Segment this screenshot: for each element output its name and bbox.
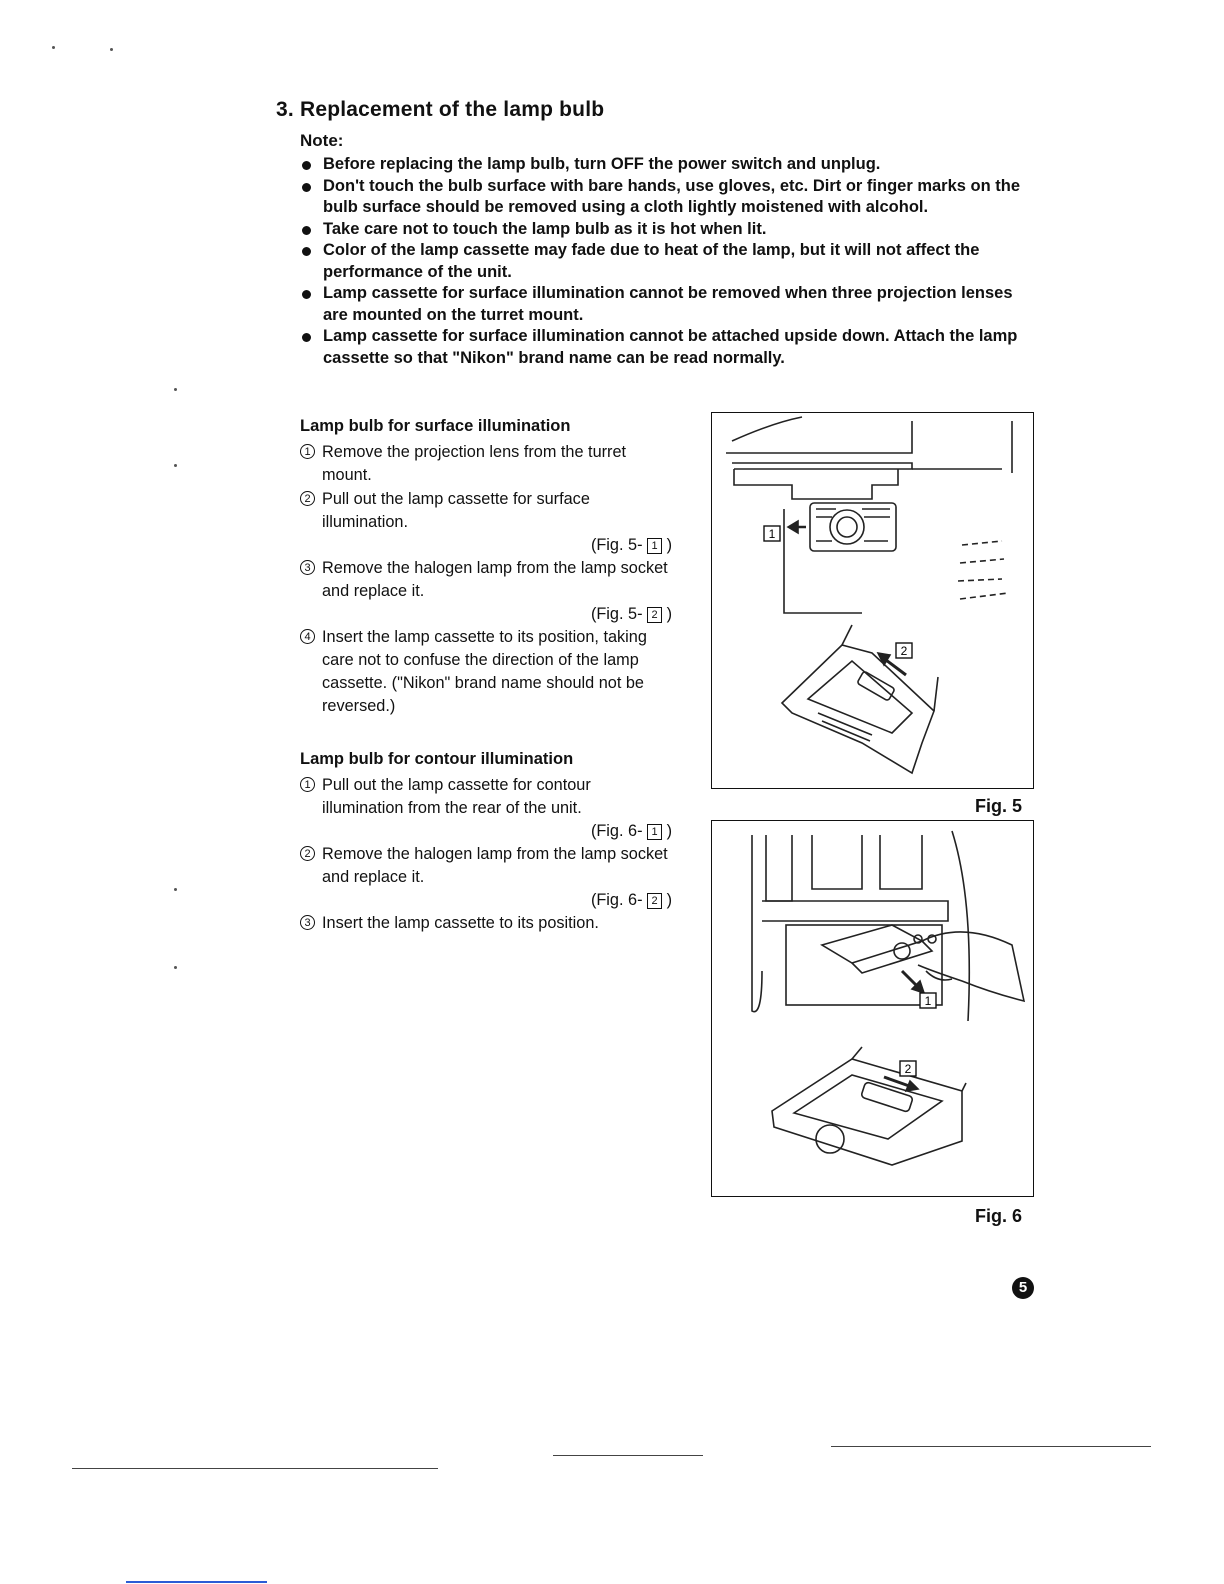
fig6-callout-2: 2 xyxy=(904,1062,912,1076)
scan-speck xyxy=(174,464,177,467)
step-text: Remove the projection lens from the turret mount. xyxy=(322,443,627,484)
step-item xyxy=(300,557,672,626)
note-item: Don't touch the bulb surface with bare hands, use gloves, etc. Dirt or finger marks on the bulb surface should be removed using a cloth lightly moistened with alcohol. xyxy=(300,176,1040,219)
surface-heading: Lamp bulb for surface illumination xyxy=(300,417,571,435)
callout-box: 2 xyxy=(647,893,662,909)
scan-speck xyxy=(110,48,113,51)
figure-reference: (Fig. 6- 2 ) xyxy=(590,891,672,909)
scan-line xyxy=(72,1468,438,1469)
figure-reference: (Fig. 6- 1 ) xyxy=(590,822,672,840)
section-title: 3. Replacement of the lamp bulb xyxy=(276,98,605,121)
figure-5-caption: Fig. 5 xyxy=(975,796,1023,816)
step-number: 2 xyxy=(300,846,315,861)
page-number: 5 xyxy=(1012,1277,1034,1299)
scan-speck xyxy=(52,46,55,49)
step-item xyxy=(300,626,672,718)
callout-box: 2 xyxy=(647,607,662,623)
step-number: 2 xyxy=(300,491,315,506)
note-item: Before replacing the lamp bulb, turn OFF the power switch and unplug. xyxy=(300,154,1040,176)
contour-heading: Lamp bulb for contour illumination xyxy=(300,750,574,768)
figure-reference: (Fig. 5- 1 ) xyxy=(590,536,672,554)
fig5-callout-2: 2 xyxy=(900,644,908,658)
note-item: Take care not to touch the lamp bulb as it is hot when lit. xyxy=(300,219,1040,241)
step-text: Pull out the lamp cassette for surface illumination. xyxy=(322,490,590,531)
figure-6 xyxy=(711,820,1034,1197)
note-item: Color of the lamp cassette may fade due to heat of the lamp, but it will not affect the performance of the unit. xyxy=(300,240,1040,283)
figure-6-caption: Fig. 6 xyxy=(975,1206,1023,1226)
step-item xyxy=(300,488,672,557)
scan-speck xyxy=(174,388,177,391)
step-item xyxy=(300,912,672,935)
step-number: 3 xyxy=(300,560,315,575)
note-label: Note: xyxy=(300,131,344,150)
figure-reference: (Fig. 5- 2 ) xyxy=(590,605,672,623)
step-number: 1 xyxy=(300,444,315,459)
note-item: Lamp cassette for surface illumination cannot be removed when three projection lenses are mounted on the turret mount. xyxy=(300,283,1040,326)
contour-steps xyxy=(300,774,672,935)
step-number: 3 xyxy=(300,915,315,930)
note-item: Lamp cassette for surface illumination cannot be attached upside down. Attach the lamp cassette so that "Nikon" brand name can be read normally. xyxy=(300,326,1040,369)
step-text: Insert the lamp cassette to its position, taking care not to confuse the direction of the lamp cassette. ("Nikon" brand name should not be reversed.) xyxy=(322,628,647,715)
step-text: Insert the lamp cassette to its position. xyxy=(322,914,599,932)
step-item xyxy=(300,441,672,487)
scan-line xyxy=(126,1581,267,1583)
fig5-illustration xyxy=(712,413,1032,787)
surface-steps xyxy=(300,441,672,718)
step-text: Remove the halogen lamp from the lamp socket and replace it. xyxy=(322,845,668,886)
fig6-callout-1: 1 xyxy=(924,994,932,1008)
scan-speck xyxy=(174,966,177,969)
step-text: Remove the halogen lamp from the lamp socket and replace it. xyxy=(322,559,668,600)
scan-speck xyxy=(174,888,177,891)
fig6-illustration xyxy=(712,821,1032,1195)
scan-line xyxy=(831,1446,1151,1447)
figure-5 xyxy=(711,412,1034,789)
note-list xyxy=(300,154,1040,369)
step-text: Pull out the lamp cassette for contour illumination from the rear of the unit. xyxy=(322,776,591,817)
callout-box: 1 xyxy=(647,538,662,554)
step-item xyxy=(300,843,672,912)
scan-line xyxy=(553,1455,703,1456)
step-number: 4 xyxy=(300,629,315,644)
callout-box: 1 xyxy=(647,824,662,840)
step-number: 1 xyxy=(300,777,315,792)
fig5-callout-1: 1 xyxy=(768,527,776,541)
step-item xyxy=(300,774,672,843)
